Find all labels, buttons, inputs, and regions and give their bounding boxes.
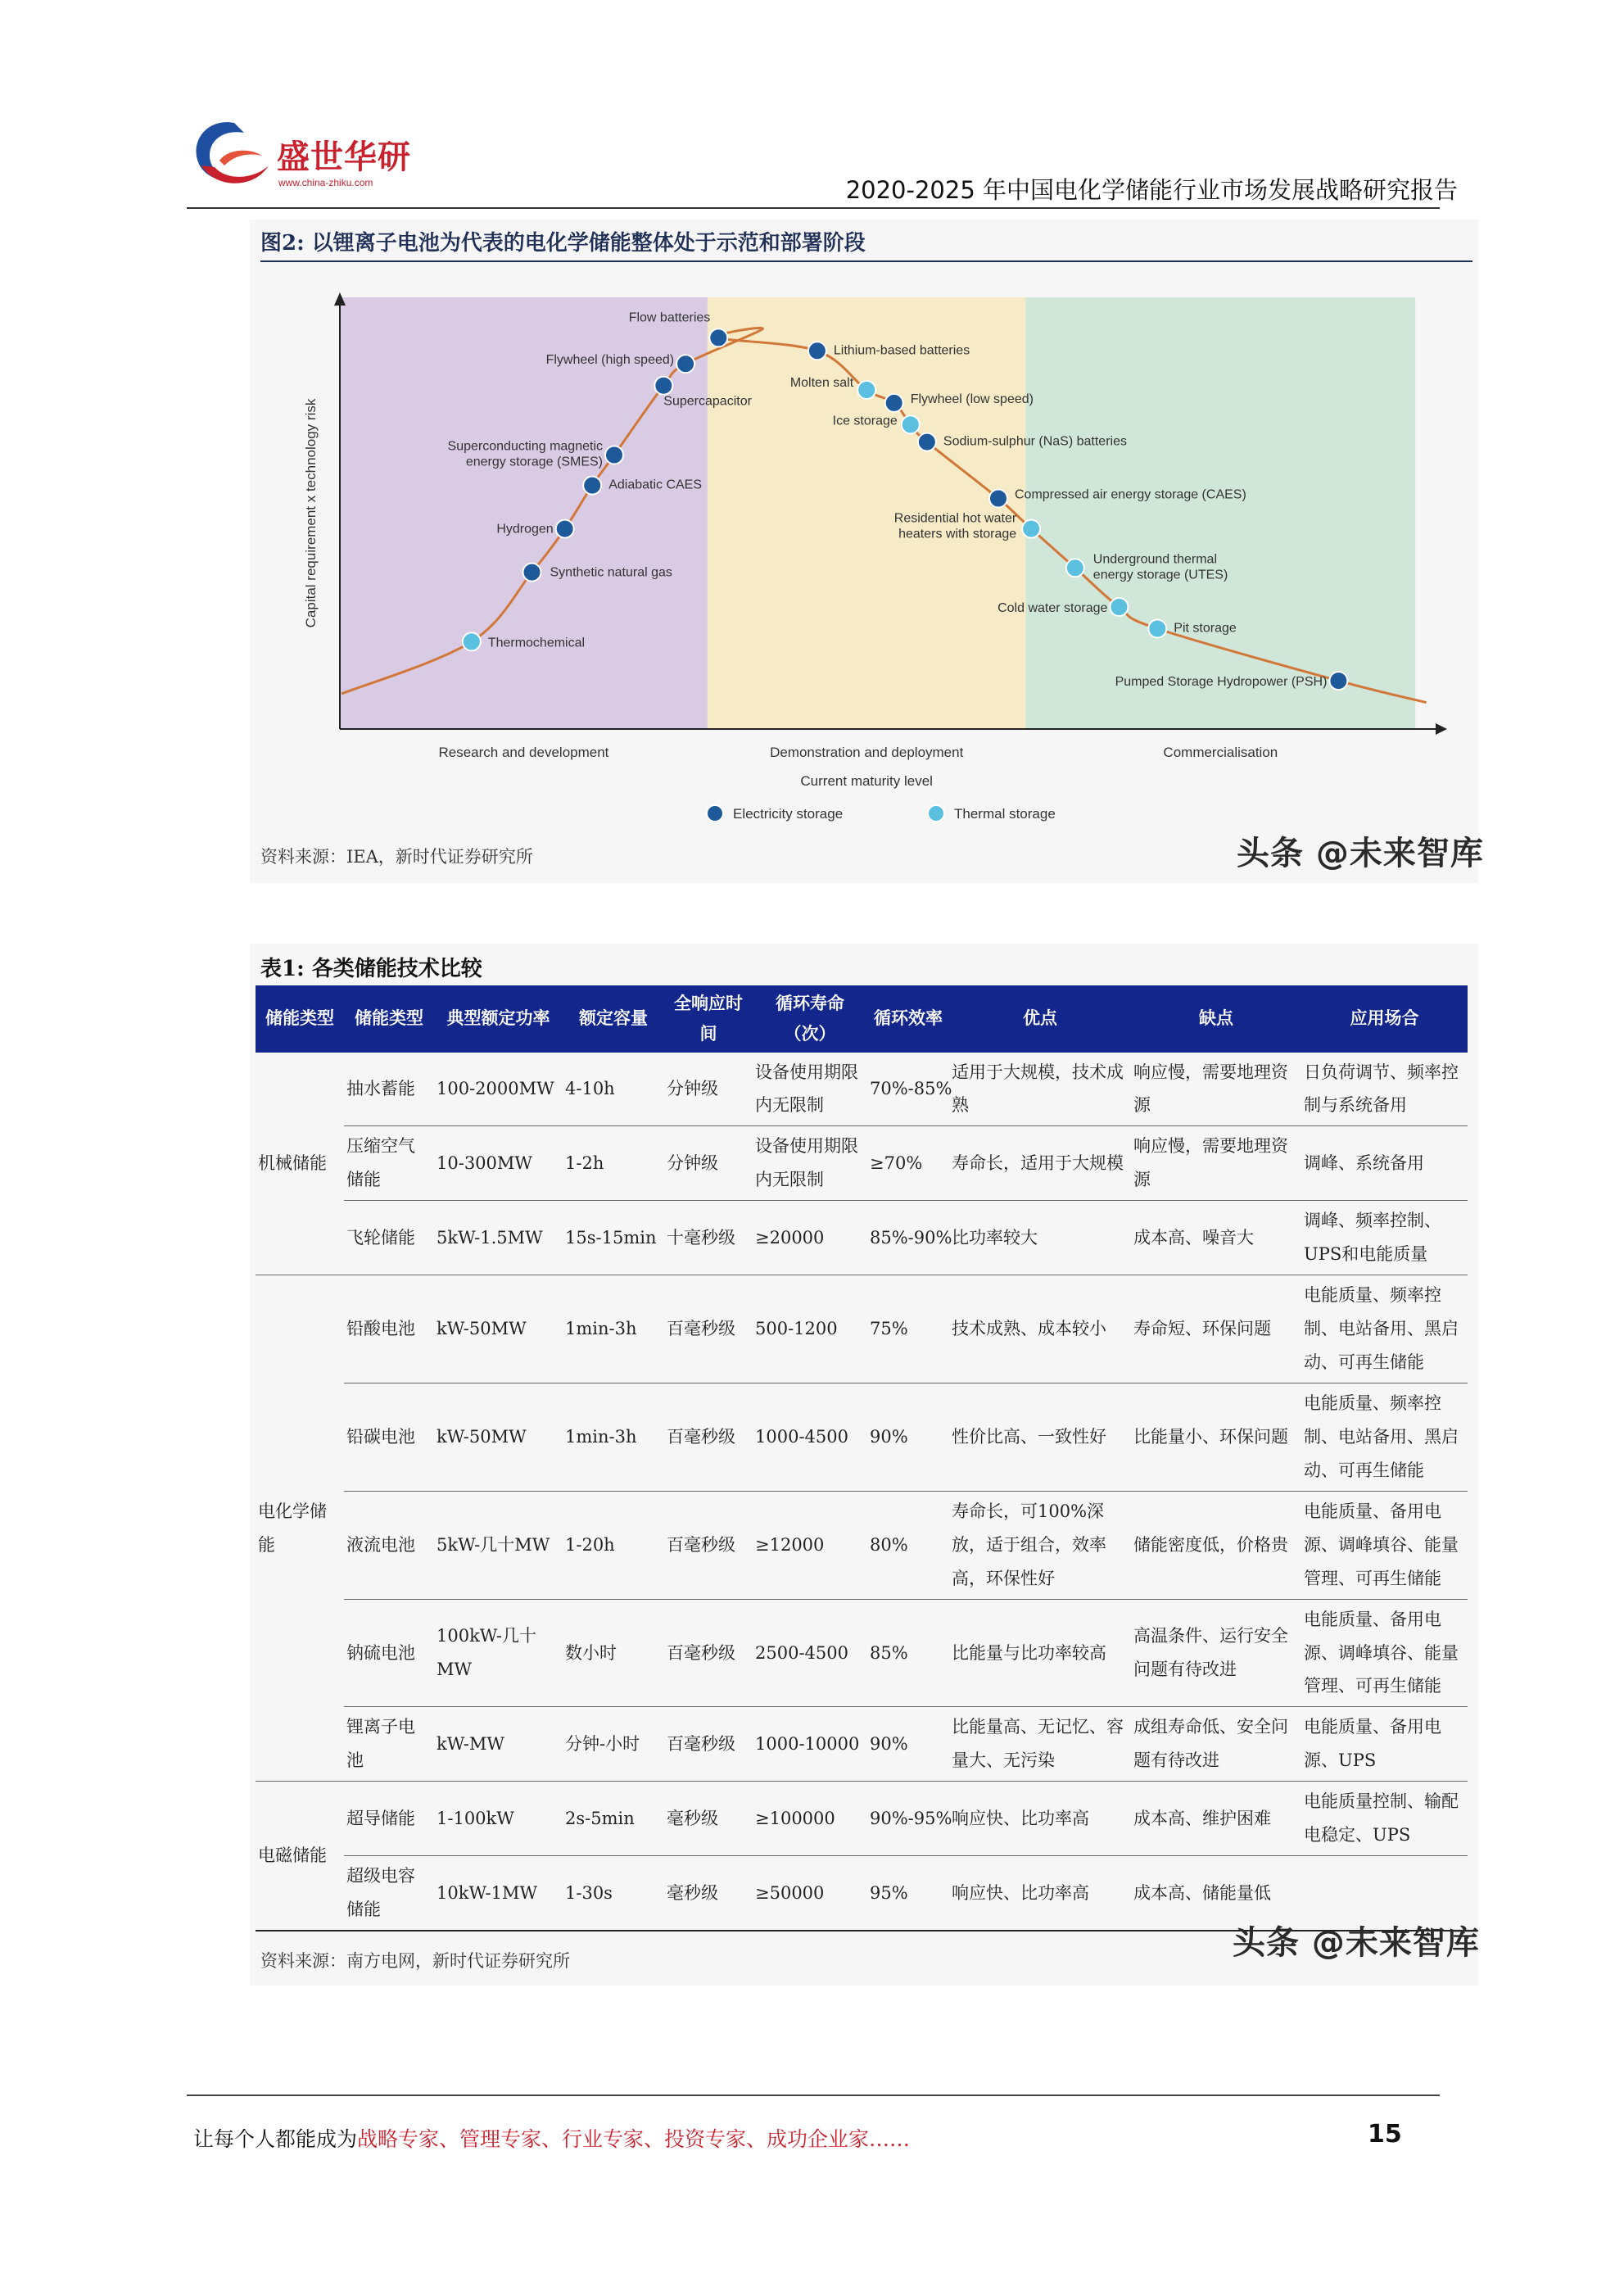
- table-cell: 铅碳电池: [344, 1383, 434, 1491]
- data-point-electricity: [654, 377, 672, 395]
- column-header: 循环寿命（次）: [753, 985, 867, 1053]
- table-cell: 5kW-1.5MW: [434, 1201, 563, 1275]
- table-cell: 1-100kW: [434, 1782, 563, 1856]
- data-point-label: Cold water storage: [997, 601, 1108, 615]
- logo-url: www.china-zhiku.com: [278, 177, 373, 188]
- table-cell: 适用于大规模，技术成熟: [949, 1053, 1131, 1126]
- table-cell: 90%: [867, 1707, 949, 1782]
- logo-swirl-icon: [187, 113, 277, 195]
- data-point-label: Supercapacitor: [663, 394, 752, 409]
- table-cell: 飞轮储能: [344, 1201, 434, 1275]
- data-point-label: Sodium-sulphur (NaS) batteries: [943, 434, 1127, 449]
- table-row-sodium-sulfur: [256, 1599, 1468, 1707]
- table-cell: 百毫秒级: [664, 1275, 753, 1383]
- data-point-label: Ice storage: [832, 414, 898, 428]
- column-header: 全响应时间: [664, 985, 753, 1053]
- table-cell: 寿命长，适用于大规模: [949, 1126, 1131, 1201]
- footer-slogan: [193, 2123, 910, 2153]
- table-cell: 设备使用期限内无限制: [753, 1053, 867, 1126]
- data-point-electricity: [676, 355, 694, 373]
- data-point-label: Synthetic natural gas: [550, 565, 672, 580]
- data-point-thermal: [1110, 598, 1128, 616]
- table-cell: 寿命短、环保问题: [1131, 1275, 1301, 1383]
- table-cell: 1min-3h: [563, 1275, 664, 1383]
- table-cell: 电能质量、备用电源、调峰填谷、能量管理、可再生储能: [1301, 1599, 1468, 1707]
- table-row-lithium-ion: [256, 1707, 1468, 1782]
- table-cell: 10kW-1MW: [434, 1856, 563, 1931]
- data-point-thermal: [1022, 520, 1040, 538]
- category-cell: 机械储能: [256, 1053, 344, 1275]
- data-point-electricity: [605, 446, 623, 464]
- table-cell: kW-MW: [434, 1707, 563, 1782]
- table-cell: 超导储能: [344, 1782, 434, 1856]
- data-point-label: Thermochemical: [487, 636, 586, 650]
- data-point-electricity: [556, 520, 574, 538]
- table-row-lead-carbon: [256, 1383, 1468, 1491]
- storage-comparison-table: [256, 985, 1468, 1931]
- table-cell: 调峰、频率控制、UPS和电能质量: [1301, 1201, 1468, 1275]
- table-cell: 调峰、系统备用: [1301, 1126, 1468, 1201]
- table-source: 资料来源：南方电网，新时代证券研究所: [260, 1951, 570, 1971]
- table-cell: ≥20000: [753, 1201, 867, 1275]
- table-cell: 95%: [867, 1856, 949, 1931]
- table-row-compressed-air: [256, 1126, 1468, 1201]
- data-point-label: Compressed air energy storage (CAES): [1015, 487, 1246, 502]
- table-cell: 10-300MW: [434, 1126, 563, 1201]
- data-point-label: Flywheel (low speed): [910, 392, 1034, 406]
- table-cell: 成本高、储能量低: [1131, 1856, 1301, 1931]
- table-cell: 十毫秒级: [664, 1201, 753, 1275]
- table-watermark: 头条 @未来智库: [1233, 1924, 1480, 1962]
- data-point-label: Pumped Storage Hydropower (PSH): [1115, 675, 1328, 690]
- table-cell: 70%-85%: [867, 1053, 949, 1126]
- table-cell: 液流电池: [344, 1491, 434, 1599]
- data-point-label: Lithium-based batteries: [833, 343, 970, 358]
- table-cell: 1000-10000: [753, 1707, 867, 1782]
- column-header: 循环效率: [867, 985, 949, 1053]
- table-cell: 90%: [867, 1383, 949, 1491]
- data-point-label: Molten salt: [789, 376, 854, 390]
- footer-slogan-lead: 让每个人都能成为: [193, 2127, 358, 2151]
- table-cell: 5kW-几十MW: [434, 1491, 563, 1599]
- table-cell: 百毫秒级: [664, 1383, 753, 1491]
- data-point-thermal: [1066, 559, 1084, 577]
- table-cell: 毫秒级: [664, 1856, 753, 1931]
- table-cell: kW-50MW: [434, 1383, 563, 1491]
- table-cell: 比功率较大: [949, 1201, 1131, 1275]
- table-cell: 钠硫电池: [344, 1599, 434, 1707]
- phase-label-commercialisation: Commercialisation: [1163, 745, 1278, 760]
- category-cell: 电磁储能: [256, 1782, 344, 1931]
- table-cell: 比能量与比功率较高: [949, 1599, 1131, 1707]
- figure-title-rule: [260, 260, 1472, 262]
- data-point-label: Pit storage: [1174, 621, 1237, 636]
- table-cell: 百毫秒级: [664, 1707, 753, 1782]
- page-number: 15: [1368, 2120, 1402, 2149]
- logo-text: 盛世华研: [277, 138, 411, 176]
- data-point-electricity: [709, 328, 727, 346]
- table-cell: 成本高、噪音大: [1131, 1201, 1301, 1275]
- table-cell: 500-1200: [753, 1275, 867, 1383]
- phase-label-research: Research and development: [438, 745, 609, 760]
- table-cell: 电能质量、备用电源、UPS: [1301, 1707, 1468, 1782]
- table-cell: 电能质量、备用电源、调峰填谷、能量管理、可再生储能: [1301, 1491, 1468, 1599]
- table-cell: 毫秒级: [664, 1782, 753, 1856]
- table-cell: ≥50000: [753, 1856, 867, 1931]
- table-cell: 100kW-几十MW: [434, 1599, 563, 1707]
- table-cell: 1-2h: [563, 1126, 664, 1201]
- column-header: 缺点: [1131, 985, 1301, 1053]
- table-cell: 2s-5min: [563, 1782, 664, 1856]
- footer-slogan-highlight: 战略专家、管理专家、行业专家、投资专家、成功企业家……: [357, 2127, 911, 2151]
- table-cell: 寿命长，可100%深放，适于组合，效率高，环保性好: [949, 1491, 1131, 1599]
- table-cell: 1-20h: [563, 1491, 664, 1599]
- table-cell: 1min-3h: [563, 1383, 664, 1491]
- legend-thermal-label: Thermal storage: [954, 806, 1056, 822]
- legend-electricity-marker: [707, 805, 723, 822]
- table-cell: ≥70%: [867, 1126, 949, 1201]
- data-point-label: Adiabatic CAES: [608, 478, 703, 492]
- table-cell: 85%: [867, 1599, 949, 1707]
- figure-title: 图2: 以锂离子电池为代表的电化学储能整体处于示范和部署阶段: [260, 231, 866, 256]
- table-cell: 2500-4500: [753, 1599, 867, 1707]
- data-point-thermal: [857, 381, 875, 399]
- maturity-curve-chart: [250, 266, 1478, 840]
- data-point-electricity: [989, 490, 1007, 508]
- table-cell: 高温条件、运行安全问题有待改进: [1131, 1599, 1301, 1707]
- table-cell: 设备使用期限内无限制: [753, 1126, 867, 1201]
- report-title: 2020-2025 年中国电化学储能行业市场发展战略研究报告: [845, 176, 1458, 204]
- table-cell: 成本高、维护困难: [1131, 1782, 1301, 1856]
- table-cell: 成组寿命低、安全问题有待改进: [1131, 1707, 1301, 1782]
- column-header: 典型额定功率: [434, 985, 563, 1053]
- table-cell: 压缩空气储能: [344, 1126, 434, 1201]
- column-header: 额定容量: [563, 985, 664, 1053]
- x-axis-arrow: [1436, 723, 1447, 735]
- table-cell: 响应慢，需要地理资源: [1131, 1126, 1301, 1201]
- table-cell: 响应快、比功率高: [949, 1856, 1131, 1931]
- category-cell: 电化学储能: [256, 1275, 344, 1782]
- data-point-label: Underground thermal energy storage (UTES): [1092, 552, 1228, 582]
- data-point-label: Superconducting magnetic energy storage (SMES): [447, 439, 603, 469]
- y-axis-label: Capital requirement x technology risk: [303, 398, 319, 628]
- data-point-label: Flow batteries: [628, 310, 711, 325]
- figure-watermark: 头条 @未来智库: [1237, 835, 1484, 872]
- table-cell: ≥12000: [753, 1491, 867, 1599]
- column-header: 应用场合: [1301, 985, 1468, 1053]
- table-cell: 技术成熟、成本较小: [949, 1275, 1131, 1383]
- table-cell: 90%-95%: [867, 1782, 949, 1856]
- table-cell: 分钟级: [664, 1053, 753, 1126]
- data-point-thermal: [1148, 620, 1166, 638]
- table-cell: 比能量小、环保问题: [1131, 1383, 1301, 1491]
- table-header-row: [256, 985, 1468, 1053]
- data-point-electricity: [918, 433, 936, 451]
- table-title: 表1: 各类储能技术比较: [260, 957, 482, 981]
- legend: [707, 805, 1056, 822]
- x-axis-label: Current maturity level: [800, 773, 933, 789]
- legend-electricity-label: Electricity storage: [733, 806, 844, 822]
- table-cell: 4-10h: [563, 1053, 664, 1126]
- table-cell: 85%-90%: [867, 1201, 949, 1275]
- table-cell: 锂离子电池: [344, 1707, 434, 1782]
- data-point-electricity: [885, 394, 903, 412]
- table-row-superconducting: [256, 1782, 1468, 1856]
- table-cell: 储能密度低，价格贵: [1131, 1491, 1301, 1599]
- table-cell: 百毫秒级: [664, 1599, 753, 1707]
- data-point-electricity: [1329, 672, 1347, 690]
- table-cell: 百毫秒级: [664, 1491, 753, 1599]
- table-cell: 数小时: [563, 1599, 664, 1707]
- table-cell: 响应快、比功率高: [949, 1782, 1131, 1856]
- column-header: 储能类型: [344, 985, 434, 1053]
- table-cell: 响应慢，需要地理资源: [1131, 1053, 1301, 1126]
- table-cell: 电能质量、频率控制、电站备用、黑启动、可再生储能: [1301, 1275, 1468, 1383]
- table-cell: kW-50MW: [434, 1275, 563, 1383]
- table-cell: 80%: [867, 1491, 949, 1599]
- data-point-label: Flywheel (high speed): [545, 353, 675, 368]
- column-header: 储能类型: [256, 985, 344, 1053]
- table-row-pumped-hydro: [256, 1053, 1468, 1126]
- footer-divider: [187, 2094, 1440, 2096]
- table-cell: 分钟级: [664, 1126, 753, 1201]
- data-point-label: Residential hot water heaters with storage: [893, 511, 1017, 541]
- table-cell: 日负荷调节、频率控制与系统备用: [1301, 1053, 1468, 1126]
- table-cell: ≥100000: [753, 1782, 867, 1856]
- table-cell: 抽水蓄能: [344, 1053, 434, 1126]
- table-cell: 分钟-小时: [563, 1707, 664, 1782]
- data-point-electricity: [808, 342, 826, 360]
- table-cell: 1-30s: [563, 1856, 664, 1931]
- figure-source: 资料来源：IEA，新时代证券研究所: [260, 847, 533, 867]
- table-cell: 电能质量控制、输配电稳定、UPS: [1301, 1782, 1468, 1856]
- logo: [187, 113, 432, 195]
- table-cell: 性价比高、一致性好: [949, 1383, 1131, 1491]
- table-cell: 比能量高、无记忆、容量大、无污染: [949, 1707, 1131, 1782]
- table-cell: 1000-4500: [753, 1383, 867, 1491]
- table-row-lead-acid: [256, 1275, 1468, 1383]
- phase-band-commercialisation: [1026, 297, 1416, 729]
- table-cell: 75%: [867, 1275, 949, 1383]
- data-point-thermal: [902, 415, 920, 433]
- legend-thermal-marker: [928, 805, 944, 822]
- phase-label-demonstration: Demonstration and deployment: [770, 745, 964, 760]
- data-point-electricity: [523, 564, 541, 582]
- data-point-label: Hydrogen: [496, 522, 554, 537]
- data-point-thermal: [463, 632, 481, 650]
- table-row-flow-battery: [256, 1491, 1468, 1599]
- table-cell: 15s-15min: [563, 1201, 664, 1275]
- header-divider: [187, 207, 1440, 209]
- table-cell: 100-2000MW: [434, 1053, 563, 1126]
- table-cell: 超级电容储能: [344, 1856, 434, 1931]
- table-row-flywheel: [256, 1201, 1468, 1275]
- table-cell: 铅酸电池: [344, 1275, 434, 1383]
- data-point-electricity: [583, 477, 601, 495]
- table-cell: 电能质量、频率控制、电站备用、黑启动、可再生储能: [1301, 1383, 1468, 1491]
- column-header: 优点: [949, 985, 1131, 1053]
